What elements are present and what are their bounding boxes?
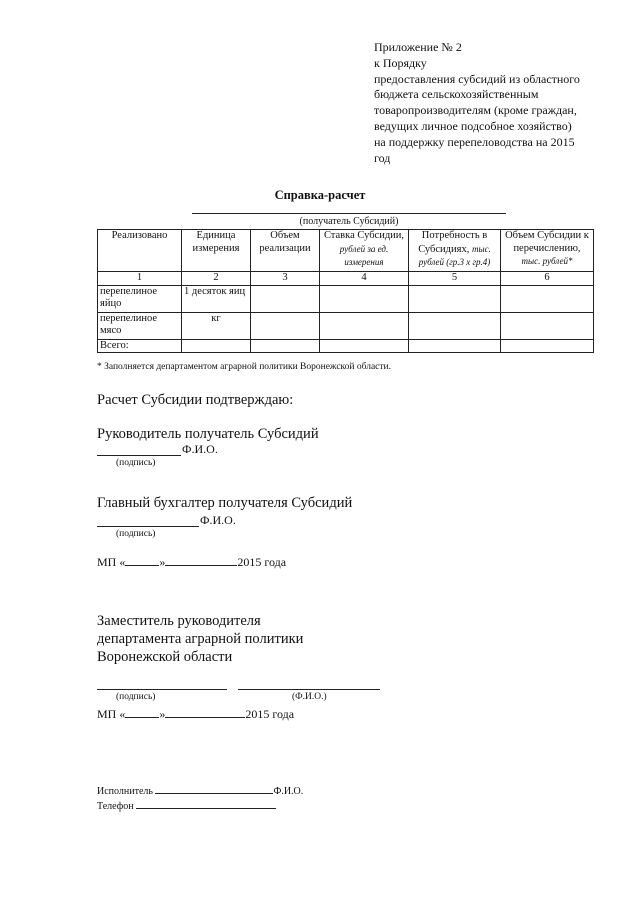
appendix-line: ведущих личное подсобное хозяйство) [374,118,572,133]
accountant-sign-caption: (подпись) [116,529,156,539]
total-row [98,339,594,353]
data-cell[interactable] [501,285,594,312]
data-cell[interactable] [501,312,594,339]
column-header: Объем реализации [251,230,320,272]
recipient-caption: (получатель Субсидий) [299,216,399,227]
month-blank[interactable] [165,717,245,718]
deputy-fio-caption: (Ф.И.О.) [292,692,327,702]
deputy-sign-caption: (подпись) [116,692,156,702]
footnote: * Заполняется департаментом аграрной политики Воронежской области. [97,362,392,372]
recipient-line [192,213,506,214]
accountant-signature-line[interactable] [97,526,199,527]
head-fio: Ф.И.О. [182,442,218,456]
calculation-table [97,229,594,353]
unit-cell: кг [182,312,251,339]
data-cell[interactable] [409,312,501,339]
phone-blank[interactable] [136,808,276,809]
column-number: 2 [182,272,251,286]
month-blank[interactable] [165,565,237,566]
day-blank[interactable] [125,565,159,566]
appendix-line: товаропроизводителям (кроме граждан, [374,103,577,118]
deputy-title-line: Воронежской области [97,649,233,665]
table-row [98,312,594,339]
stamp-date-line: МП « » 2015 года [97,555,287,569]
appendix-line: год [374,150,391,165]
appendix-line: бюджета сельскохозяйственным [374,87,539,102]
total-label: Всего: [98,339,182,353]
day-blank[interactable] [125,717,159,718]
column-header: Потребность в Субсидиях, тыс. рублей (гр.3 x гр.4) [409,230,501,272]
data-cell[interactable] [251,339,320,353]
column-number: 3 [251,272,320,286]
appendix-header [374,40,614,166]
phone-line: Телефон [97,801,276,812]
deputy-signature-line[interactable] [97,689,227,690]
data-cell[interactable] [501,339,594,353]
unit-cell: 1 десяток яиц [182,285,251,312]
executor-line: Исполнитель Ф.И.О. [97,786,304,797]
accountant-title: Главный бухгалтер получателя Субсидий [97,495,353,511]
data-cell[interactable] [320,285,409,312]
confirm-heading: Расчет Субсидии подтверждаю: [97,392,294,408]
head-title: Руководитель получатель Субсидий [97,426,319,442]
column-header: Реализовано [98,230,182,272]
executor-blank[interactable] [155,793,273,794]
data-cell[interactable] [320,339,409,353]
document-title: Справка-расчет [274,188,366,202]
column-number: 5 [409,272,501,286]
data-cell[interactable] [251,312,320,339]
column-number: 4 [320,272,409,286]
data-cell[interactable] [409,339,501,353]
column-header: Ставка Субсидии, рублей за ед. измерения [320,230,409,272]
appendix-line: на поддержку перепеловодства на 2015 [374,134,575,149]
deputy-title [97,612,303,666]
data-cell[interactable] [182,339,251,353]
appendix-line: Приложение № 2 [374,40,462,54]
stamp-date-line: МП « » 2015 года [97,707,295,721]
deputy-title-line: Заместитель руководителя [97,613,261,629]
column-number-row [98,272,594,286]
head-signature-line[interactable] [97,455,181,456]
column-header: Объем Субсидии к перечислению, тыс. рублей* [501,230,594,272]
deputy-title-line: департамента аграрной политики [97,631,304,647]
accountant-fio: Ф.И.О. [200,513,236,527]
product-cell: перепелиное мясо [98,312,182,339]
appendix-line: к Порядку [374,55,427,70]
head-sign-caption: (подпись) [116,458,156,468]
data-cell[interactable] [251,285,320,312]
column-number: 6 [501,272,594,286]
data-cell[interactable] [320,312,409,339]
product-cell: перепелиное яйцо [98,285,182,312]
table-row [98,285,594,312]
table-header-row [98,230,594,272]
appendix-line: предоставления субсидий из областного [374,71,580,86]
deputy-fio-line[interactable] [238,689,380,690]
data-cell[interactable] [409,285,501,312]
column-header: Единица измерения [182,230,251,272]
column-number: 1 [98,272,182,286]
